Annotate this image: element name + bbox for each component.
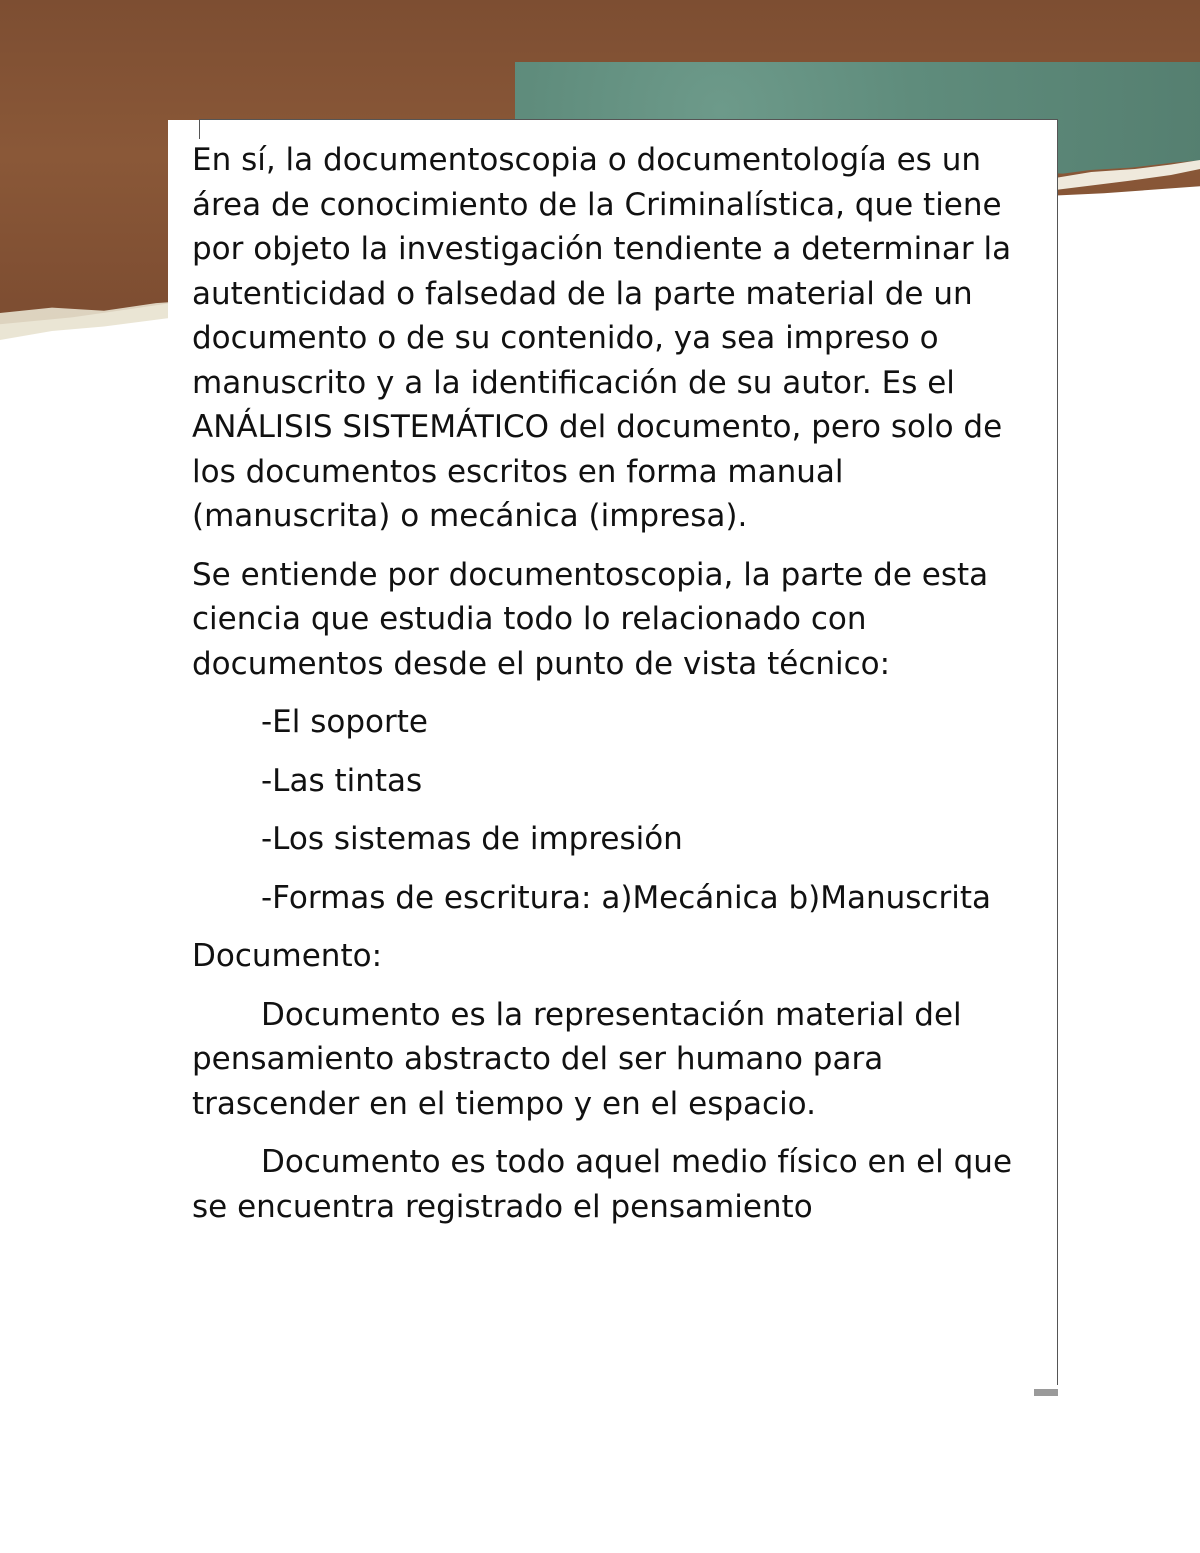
list-item: -Formas de escritura: a)Mecánica b)Manuscrita [261,879,991,916]
paragraph-documentoscopia: Se entiende por documentoscopia, la parte de esta ciencia que estudia todo lo relacionado con documentos desde el punto de vista técnico: [192,556,989,682]
document-body [192,138,1022,1243]
scroll-handle[interactable] [1034,1389,1058,1396]
section-heading: Documento: [192,938,383,974]
card-border [199,119,200,139]
text-card [168,120,1058,1395]
paragraph-documento-1: Documento es la representación material del pensamiento abstracto del ser humano para trascender en el tiempo y en el espacio. [192,996,962,1122]
card-border [1057,119,1058,1385]
paragraph-documento-2: Documento es todo aquel medio físico en el que se encuentra registrado el pensamiento [192,1144,1013,1225]
paragraph-definition: En sí, la documentoscopia o documentología es un área de conocimiento de la Criminalística, que tiene por objeto la investigación tendiente a determinar la autenticidad o falsedad de la parte material de un documento o de su contenido, ya sea impreso o manuscrito y a la identificación de su autor. Es el ANÁLISIS SISTEMÁTICO del documento, pero solo de los documentos escritos en forma manual (manuscrita) o mecánica (impresa). [192,142,1012,534]
card-border [200,119,1058,120]
list-item: -Los sistemas de impresión [261,821,683,857]
list-item: -El soporte [261,704,428,740]
list-item: -Las tintas [261,762,423,799]
